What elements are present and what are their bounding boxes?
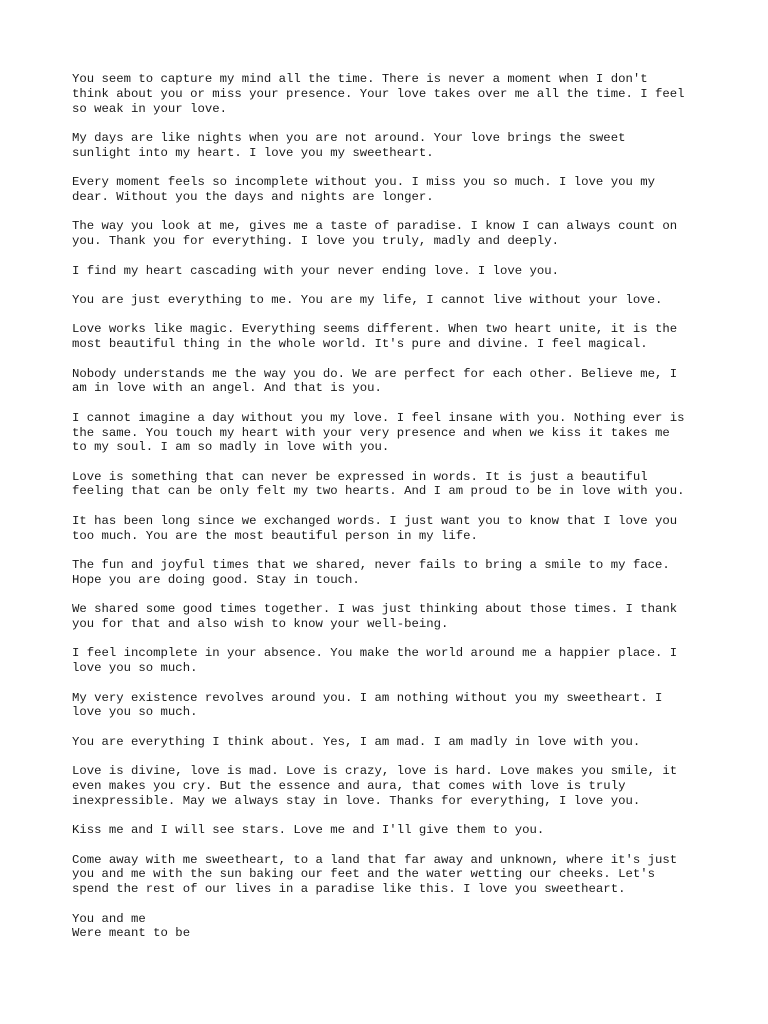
paragraph: Come away with me sweetheart, to a land that far away and unknown, where it's just you and me with the sun baking our feet and the water wetting our cheeks. Let's spend the rest of our lives in a paradise like this. I love you sweetheart. [72,852,678,897]
paragraph: My days are like nights when you are not around. Your love brings the sweet sunlight into my heart. I love you my sweetheart. [72,130,626,160]
paragraph: The fun and joyful times that we shared, never fails to bring a smile to my face. Hope you are doing good. Stay in touch. [72,558,670,587]
paragraph: You are everything I think about. Yes, I am mad. I am madly in love with you. [72,734,641,749]
paragraph: Nobody understands me the way you do. We are perfect for each other. Believe me, I am in love with an angel. And that is you. [72,366,678,396]
paragraph: Love works like magic. Everything seems different. When two heart unite, it is the most beautiful thing in the whole world. It's pure and divine. I feel magical. [72,322,678,352]
paragraph: My very existence revolves around you. I am nothing without you my sweetheart. I love you so much. [72,690,663,720]
paragraph: I find my heart cascading with your never ending love. I love you. [72,263,560,278]
closing-verse: You and me Were meant to be [72,911,191,941]
paragraph: It has been long since we exchanged words. I just want you to know that I love you too much. You are the most beautiful person in my life. [72,513,678,543]
paragraph: You are just everything to me. You are my life, I cannot live without your love. [72,292,663,307]
paragraph: Love is divine, love is mad. Love is crazy, love is hard. Love makes you smile, it even makes you cry. But the essence and aura, that comes with love is truly inexpressible. May we always stay in love. Thanks for everything, I love you. [72,764,678,808]
paragraph: You seem to capture my mind all the time. There is never a moment when I don't think about you or miss your presence. Your love takes over me all the time. I feel so weak in your love. [72,72,685,116]
paragraph: We shared some good times together. I was just thinking about those times. I thank you for that and also wish to know your well-being. [72,602,678,632]
paragraph: The way you look at me, gives me a taste of paradise. I know I can always count on you. Thank you for everything. I love you truly, madly and deeply. [72,219,678,249]
paragraph: Every moment feels so incomplete without you. I miss you so much. I love you my dear. Without you the days and nights are longer. [72,175,655,204]
paragraph: I feel incomplete in your absence. You make the world around me a happier place. I love you so much. [72,646,678,676]
paragraph: Love is something that can never be expressed in words. It is just a beautiful feeling that can be only felt my two hearts. And I am proud to be in love with you. [72,469,685,499]
paragraph: I cannot imagine a day without you my love. I feel insane with you. Nothing ever is the same. You touch my heart with your very presence and when we kiss it takes me to my soul. I am so madly in love with you. [72,410,685,455]
paragraph: Kiss me and I will see stars. Love me and I'll give them to you. [72,823,545,838]
document-body [72,72,712,956]
